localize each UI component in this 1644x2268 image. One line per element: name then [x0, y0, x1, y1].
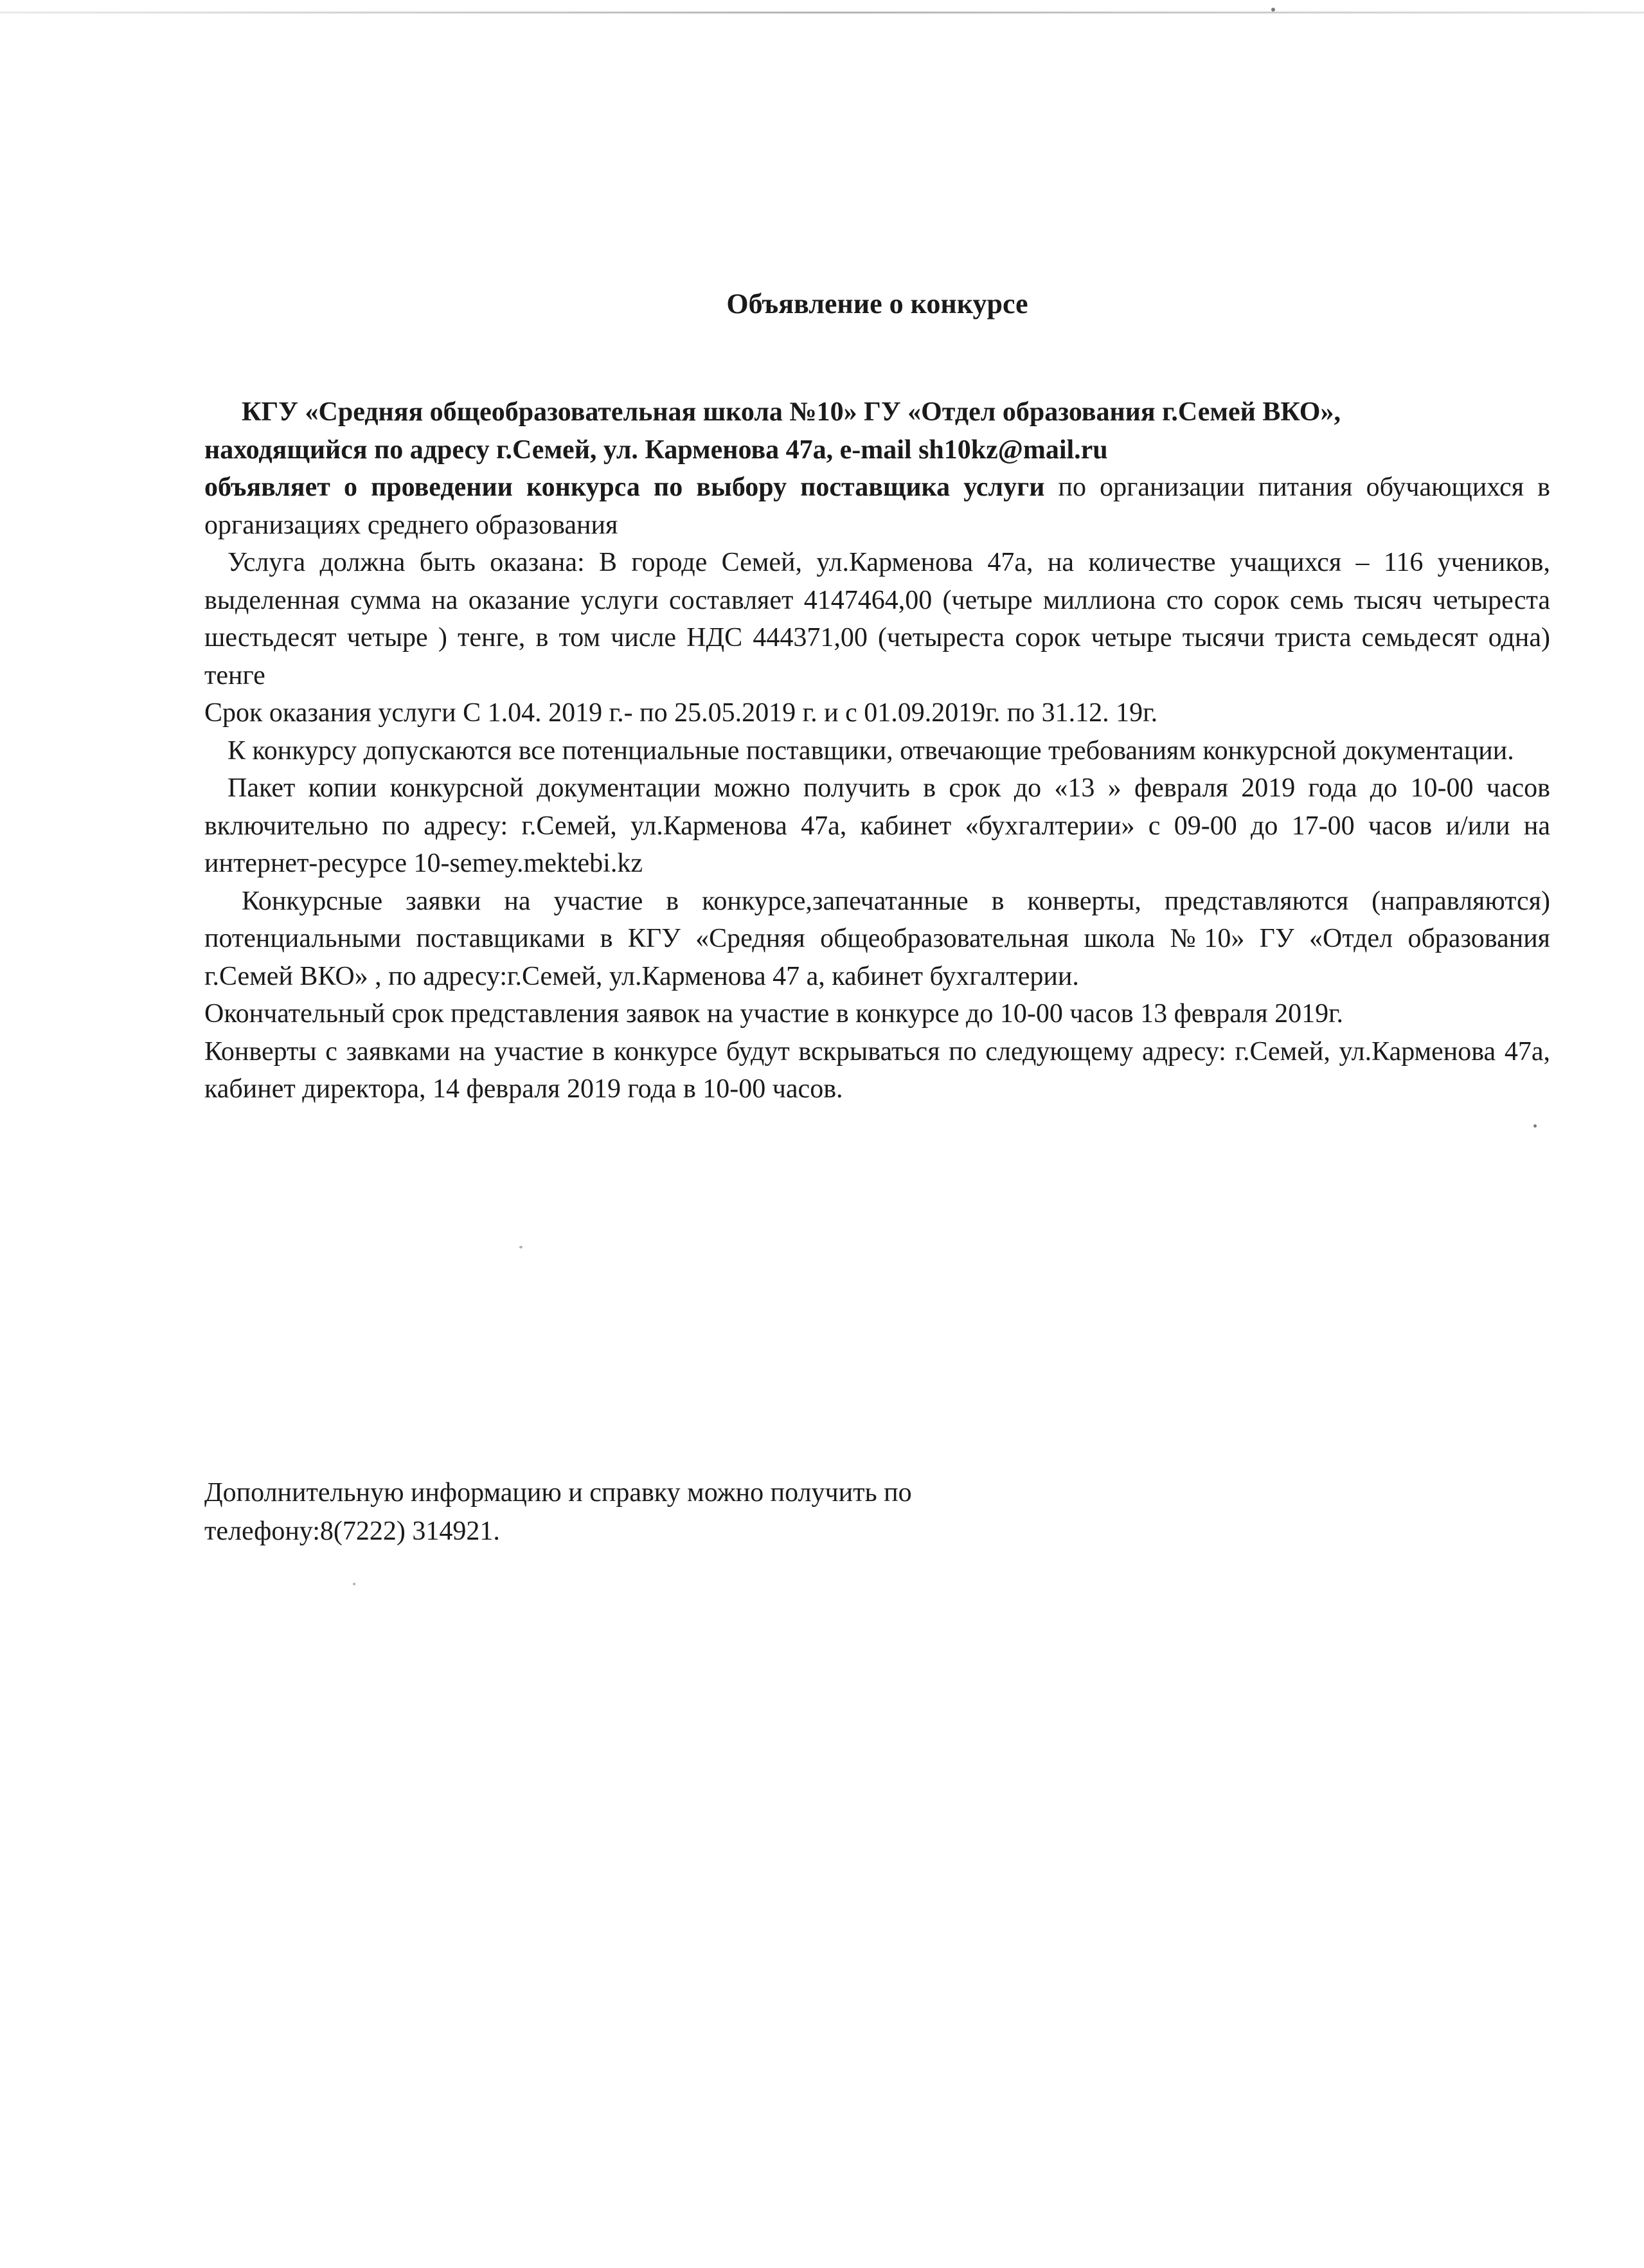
document-body [204, 393, 1550, 1108]
scan-speck [353, 1583, 355, 1585]
service-paragraph: Услуга должна быть оказана: В городе Семей, ул.Карменова 47а, на количестве учащихся – 116 учеников, выделенная сумма на оказание услуги составляет 4147464,00 (четыре миллиона сто сорок семь тысяч четыреста шестьдесят четыре ) тенге, в том числе НДС 444371,00 (четыреста сорок четыре тысячи триста семьдесят одна) тенге [204, 548, 1550, 690]
applications-paragraph: Конкурсные заявки на участие в конкурсе,запечатанные в конверты, представляются (направляются) потенциальными поставщиками в КГУ «Средняя общеобразовательная школа №10» ГУ «Отдел образования г.Семей ВКО» , по адресу:г.Семей, ул.Карменова 47 а, кабинет бухгалтерии. [204, 886, 1550, 991]
announcement-rest: по организации питания обучающихся в организациях среднего образования [204, 473, 1550, 540]
contact-info [204, 1473, 1550, 1551]
term-paragraph: Срок оказания услуги С 1.04. 2019 г.- по 25.05.2019 г. и с 01.09.2019г. по 31.12. 19г. [204, 698, 1158, 728]
document-title: Объявление о конкурсе [726, 288, 1028, 320]
opening-paragraph: Конверты с заявками на участие в конкурсе будут вскрываться по следующему адресу: г.Семей, ул.Карменова 47а, кабинет директора, 14 февраля 2019 года в 10-00 часов. [204, 1036, 1550, 1104]
contact-line-1: Дополнительную информацию и справку можно получить по [204, 1478, 912, 1508]
scan-speck [1533, 1124, 1537, 1128]
organization-line-2: находящийся по адресу г.Семей, ул. Карменова 47а, e-mail sh10kz@mail.ru [204, 435, 1108, 465]
scan-speck [1271, 8, 1275, 12]
organization-line-1: КГУ «Средняя общеобразовательная школа №10» ГУ «Отдел образования г.Семей ВКО», [242, 397, 1341, 427]
documents-paragraph: Пакет копии конкурсной документации можно получить в срок до «13 » февраля 2019 года до 10-00 часов включительно по адресу: г.Семей, ул.Карменова 47а, кабинет «бухгалтерии» с 09-00 до 17-00 часов и/или на интернет-ресурсе 10-semey.mektebi.kz [204, 773, 1550, 878]
contact-line-2: телефону:8(7222) 314921. [204, 1516, 500, 1546]
scan-speck [519, 1246, 523, 1248]
announcement-bold: объявляет о проведении конкурса по выбору поставщика услуги [204, 473, 1045, 502]
admission-paragraph: К конкурсу допускаются все потенциальные поставщики, отвечающие требованиям конкурсной документации. [228, 735, 1514, 766]
announcement-paragraph [204, 469, 1550, 544]
deadline-paragraph: Окончательный срок представления заявок на участие в конкурсе до 10-00 часов 13 февраля 2019г. [204, 999, 1344, 1029]
scan-edge-line [0, 12, 1644, 14]
